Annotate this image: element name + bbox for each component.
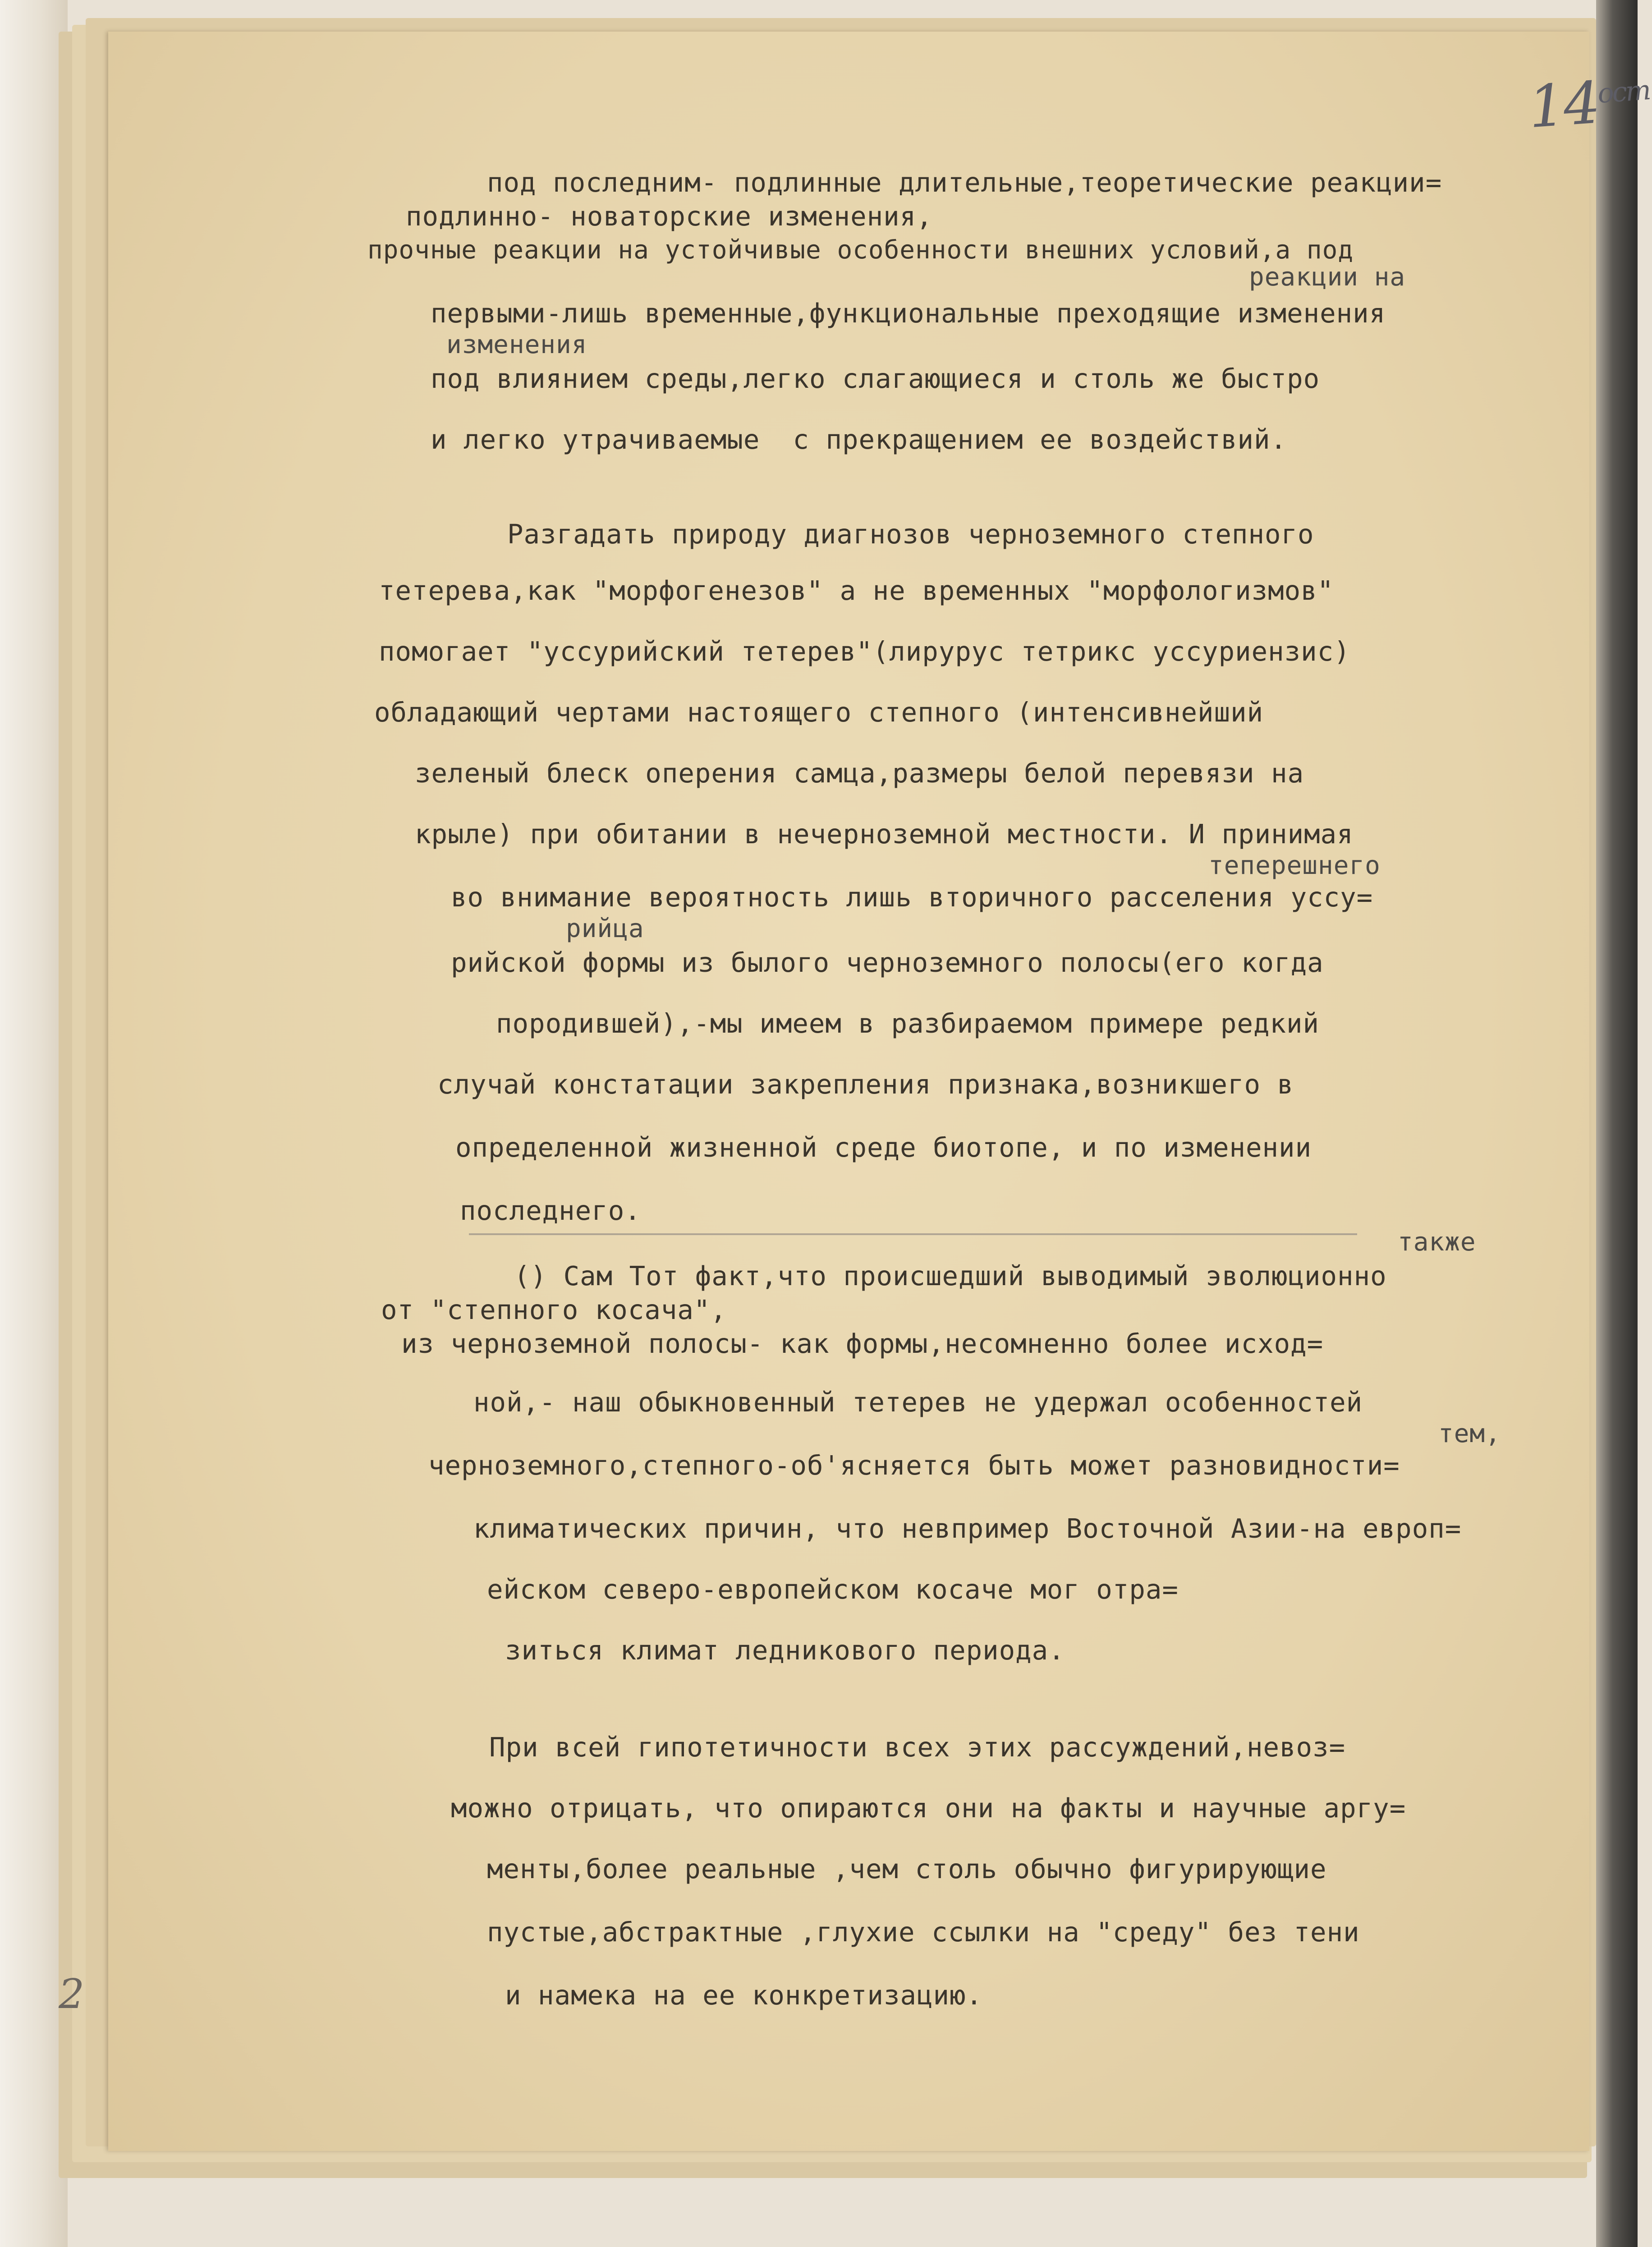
text-line: климатических причин, что невпример Восточной Азии-на европ= bbox=[473, 1513, 1462, 1544]
text-line: под последним- подлинные длительные,теоретические реакции= bbox=[487, 167, 1442, 198]
text-line: пустые,абстрактные ,глухие ссылки на "среду" без тени bbox=[487, 1916, 1360, 1948]
interlinear-insertion: реакции на bbox=[1249, 262, 1406, 292]
text-line: рийской формы из былого черноземного полосы(его когда bbox=[451, 947, 1324, 978]
text-line: случай констатации закрепления признака,возникшего в bbox=[437, 1069, 1294, 1100]
text-line: и намека на ее конкретизацию. bbox=[505, 1980, 983, 2011]
text-line: Разгадать природу диагнозов черноземного степного bbox=[507, 519, 1314, 550]
pencil-stroke bbox=[469, 1233, 1357, 1235]
text-line: последнего. bbox=[460, 1195, 641, 1226]
text-line: черноземного,степного-об'ясняется быть может разновидности= bbox=[428, 1450, 1400, 1481]
typewritten-page bbox=[108, 32, 1651, 2151]
neighbor-page-edge bbox=[0, 0, 68, 2247]
interlinear-insertion: также bbox=[1398, 1227, 1476, 1257]
text-line: тетерева,как "морфогенезов" а не временных "морфологизмов" bbox=[379, 575, 1334, 606]
text-line: крыле) при обитании в нечерноземной местности. И принимая bbox=[415, 818, 1354, 850]
text-line: под влиянием среды,легко слагающиеся и столь же быстро bbox=[431, 363, 1320, 394]
text-line: ной,- наш обыкновенный тетерев не удержал особенностей bbox=[473, 1387, 1363, 1418]
text-line: помогает "уссурийский тетерев"(лирурус тетрикс уссуриензис) bbox=[379, 636, 1350, 667]
text-line: можно отрицать, что опираются они на факты и научные аргу= bbox=[451, 1792, 1406, 1824]
text-line: первыми-лишь временные,функциональные преходящие изменения bbox=[431, 298, 1386, 329]
folio-digits: 14 bbox=[1526, 69, 1601, 142]
folio-suffix: ост bbox=[1596, 74, 1651, 110]
interlinear-insertion: тем, bbox=[1438, 1419, 1501, 1448]
text-line: во внимание вероятность лишь вторичного расселения уссу= bbox=[451, 882, 1373, 913]
interlinear-insertion: изменения bbox=[446, 330, 587, 359]
text-line: менты,более реальные ,чем столь обычно фигурирующие bbox=[487, 1853, 1327, 1884]
text-line: () Сам Тот факт,что происшедший выводимый эволюционно bbox=[514, 1260, 1387, 1291]
text-line: прочные реакции на устойчивые особенности внешних условий,а под bbox=[367, 235, 1354, 265]
interlinear-insertion: теперешнего bbox=[1208, 851, 1381, 880]
text-line: определенной жизненной среде биотопе, и по изменении bbox=[455, 1132, 1312, 1163]
text-line: ейском северо-европейском косаче мог отра= bbox=[487, 1574, 1179, 1605]
text-line: и легко утрачиваемые с прекращением ее воздействий. bbox=[431, 424, 1287, 455]
text-line: обладающий чертами настоящего степного (интенсивнейший bbox=[374, 697, 1264, 728]
text-line: из черноземной полосы- как формы,несомненно более исход= bbox=[401, 1328, 1324, 1359]
text-line: подлинно- новаторские изменения, bbox=[406, 201, 933, 232]
text-line: от "степного косача", bbox=[381, 1294, 727, 1325]
text-line: зеленый блеск оперения самца,размеры белой перевязи на bbox=[415, 758, 1304, 789]
text-line: зиться климат ледникового периода. bbox=[505, 1635, 1065, 1666]
interlinear-insertion: рийца bbox=[566, 914, 644, 943]
folio-number bbox=[1526, 66, 1652, 141]
scan-background-edge bbox=[1596, 0, 1638, 2247]
text-line: При всей гипотетичности всех этих рассуждений,невоз= bbox=[489, 1732, 1346, 1763]
margin-pencil-mark: 2 bbox=[59, 1971, 85, 2018]
text-line: породившей),-мы имеем в разбираемом примере редкий bbox=[496, 1008, 1320, 1039]
